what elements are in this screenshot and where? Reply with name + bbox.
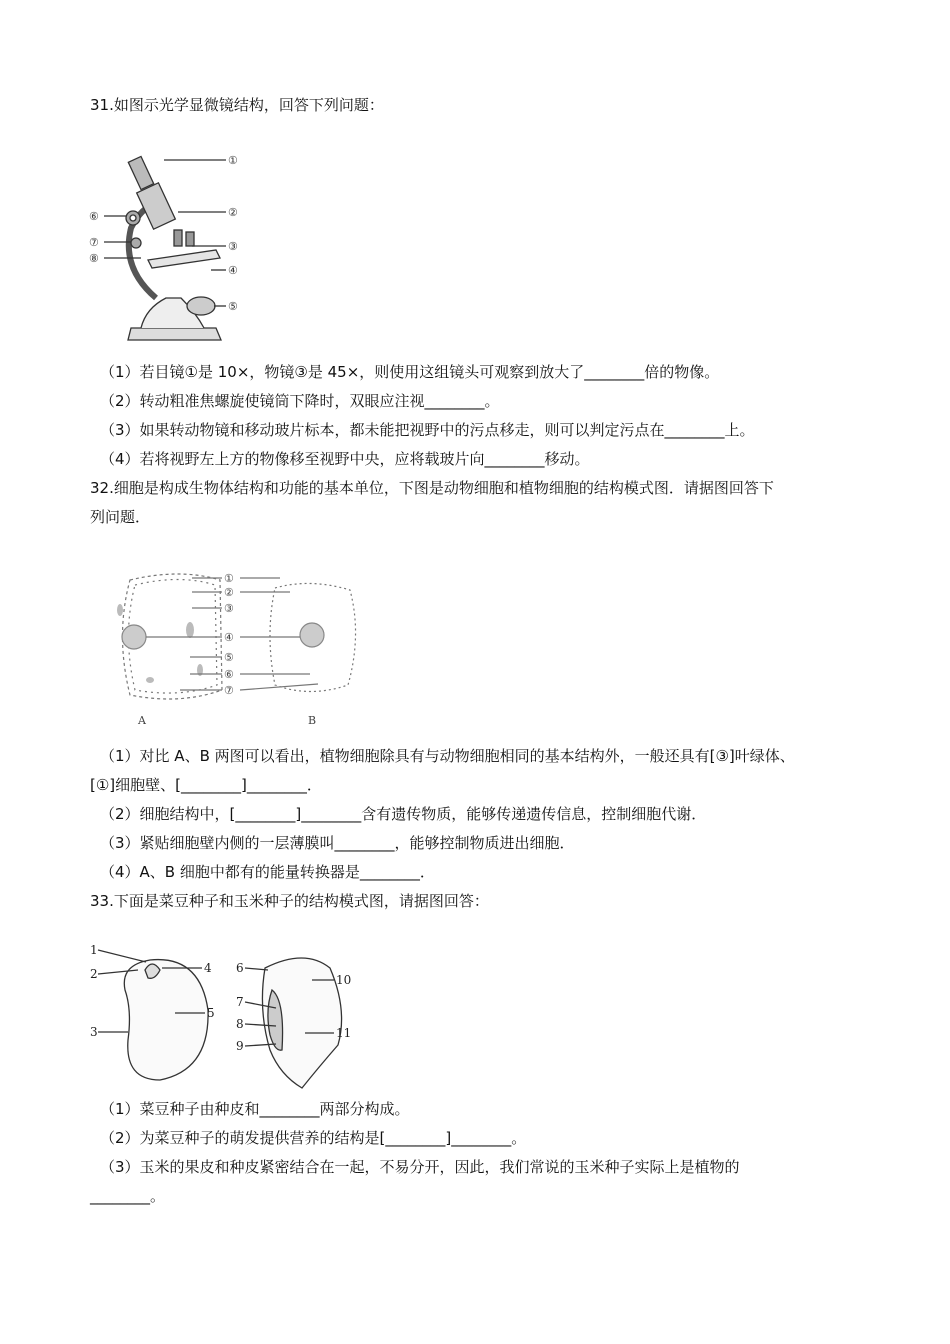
seed-label-6: 6 bbox=[236, 961, 244, 975]
q31-item-4: （4）若将视野左上方的物像移至视野中央，应将载玻片向________移动。 bbox=[100, 450, 590, 468]
cell-label-1: ① bbox=[224, 572, 234, 585]
micro-label-4: ④ bbox=[228, 264, 238, 277]
q32-stem-line2: 列问题． bbox=[90, 508, 151, 526]
seed-label-5: 5 bbox=[207, 1006, 215, 1020]
cell-caption-a: A bbox=[138, 714, 146, 727]
micro-label-7: ⑦ bbox=[89, 236, 99, 249]
cell-label-5: ⑤ bbox=[224, 651, 234, 664]
micro-label-8: ⑧ bbox=[89, 252, 99, 265]
q31-stem: 31.如图示光学显微镜结构，回答下列问题： bbox=[90, 96, 384, 114]
q32-item-1-cont: [①]细胞壁、[________]________． bbox=[90, 776, 322, 794]
microscope-figure bbox=[86, 148, 256, 358]
micro-label-3: ③ bbox=[228, 240, 238, 253]
q31-item-1: （1）若目镜①是 10×，物镜③是 45×，则使用这组镜头可观察到放大了________倍的物像。 bbox=[100, 363, 720, 381]
seed-label-8: 8 bbox=[236, 1017, 244, 1031]
cell-label-2: ② bbox=[224, 586, 234, 599]
cell-label-7: ⑦ bbox=[224, 684, 234, 697]
seed-figure bbox=[90, 940, 365, 1090]
seed-label-2: 2 bbox=[90, 967, 98, 981]
seed-label-1: 1 bbox=[90, 943, 98, 957]
cell-label-6: ⑥ bbox=[224, 668, 234, 681]
q32-item-3: （3）紧贴细胞壁内侧的一层薄膜叫________，能够控制物质进出细胞． bbox=[100, 834, 575, 852]
q33-item-2: （2）为菜豆种子的萌发提供营养的结构是[________]________。 bbox=[100, 1129, 527, 1147]
micro-label-5: ⑤ bbox=[228, 300, 238, 313]
seed-label-4: 4 bbox=[204, 961, 212, 975]
q32-stem-line1: 32.细胞是构成生物体结构和功能的基本单位，下图是动物细胞和植物细胞的结构模式图．请据图回答下 bbox=[90, 479, 774, 497]
seed-label-9: 9 bbox=[236, 1039, 244, 1053]
micro-label-6: ⑥ bbox=[89, 210, 99, 223]
seed-label-11: 11 bbox=[336, 1026, 352, 1040]
q32-item-1: （1）对比 A、B 两图可以看出，植物细胞除具有与动物细胞相同的基本结构外，一般还具有[③]叶绿体、 bbox=[100, 747, 795, 765]
micro-label-1: ① bbox=[228, 154, 238, 167]
q33-stem: 33.下面是菜豆种子和玉米种子的结构模式图，请据图回答： bbox=[90, 892, 489, 910]
q33-item-3: （3）玉米的果皮和种皮紧密结合在一起，不易分开，因此，我们常说的玉米种子实际上是植物的 bbox=[100, 1158, 740, 1176]
cell-figure bbox=[90, 560, 370, 730]
seed-label-10: 10 bbox=[336, 973, 352, 987]
q32-item-2: （2）细胞结构中，[________]________含有遗传物质，能够传递遗传信息，控制细胞代谢． bbox=[100, 805, 707, 823]
seed-label-7: 7 bbox=[236, 995, 244, 1009]
cell-label-3: ③ bbox=[224, 602, 234, 615]
q32-item-4: （4）A、B 细胞中都有的能量转换器是________． bbox=[100, 863, 435, 881]
q31-item-3: （3）如果转动物镜和移动玻片标本，都未能把视野中的污点移走，则可以判定污点在________上。 bbox=[100, 421, 755, 439]
seed-label-3: 3 bbox=[90, 1025, 98, 1039]
q33-item-1: （1）菜豆种子由种皮和________两部分构成。 bbox=[100, 1100, 410, 1118]
q31-item-2: （2）转动粗准焦螺旋使镜筒下降时，双眼应注视________。 bbox=[100, 392, 500, 410]
cell-label-4: ④ bbox=[224, 631, 234, 644]
micro-label-2: ② bbox=[228, 206, 238, 219]
cell-caption-b: B bbox=[308, 714, 317, 727]
q33-item-3-cont: ________。 bbox=[90, 1187, 166, 1205]
